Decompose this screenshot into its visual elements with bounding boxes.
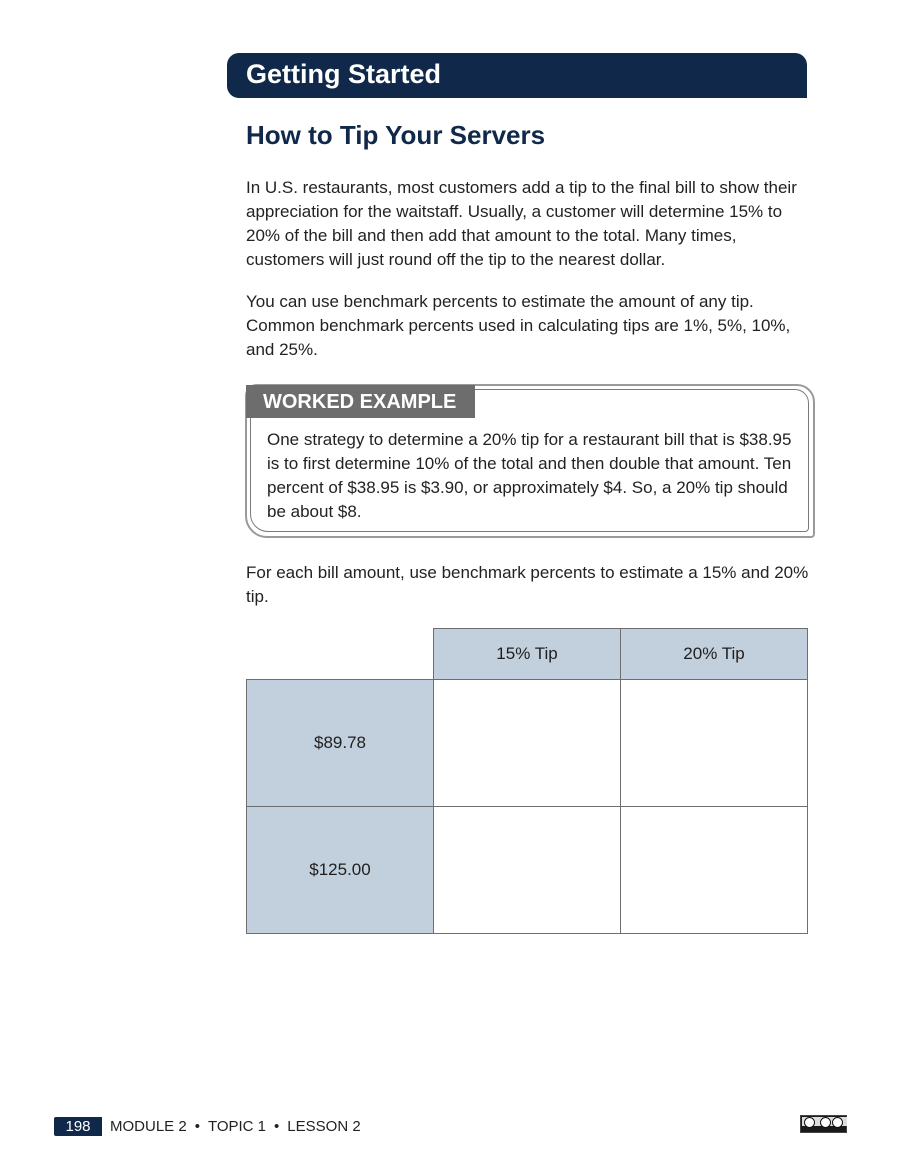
table-row <box>247 680 808 807</box>
column-header-20-tip: 20% Tip <box>621 629 808 680</box>
benchmark-paragraph: You can use benchmark percents to estimate the amount of any tip. Common benchmark percents used in calculating tips are 1%, 5%, 10%, and 25%. <box>246 292 791 359</box>
worked-example-text: One strategy to determine a 20% tip for a restaurant bill that is $38.95 is to first determine 10% of the total and then double that amount. Ten percent of $38.95 is $3.90, or approximately $4. So, a 20% tip should be about $8. <box>267 430 792 521</box>
footer-topic: TOPIC 1 <box>207 1118 267 1135</box>
footer-module: MODULE 2 <box>110 1118 187 1135</box>
tip-estimate-table <box>246 628 808 934</box>
table-corner-cell <box>247 629 434 680</box>
answer-cell-15-tip[interactable] <box>434 680 621 807</box>
table-instruction: For each bill amount, use benchmark percents to estimate a 15% and 20% tip. <box>246 563 809 606</box>
page-number-badge: 198 <box>54 1117 102 1136</box>
page-title: How to Tip Your Servers <box>246 120 546 150</box>
bill-amount-cell: $89.78 <box>247 680 434 807</box>
worked-example-label: WORKED EXAMPLE <box>246 385 475 418</box>
column-header-15-tip: 15% Tip <box>434 629 621 680</box>
footer-separator: • <box>194 1118 200 1135</box>
bill-amount-cell: $125.00 <box>247 807 434 934</box>
creative-commons-badge-icon <box>800 1115 847 1133</box>
footer-lesson: LESSON 2 <box>287 1118 361 1135</box>
section-header <box>227 53 807 98</box>
intro-paragraph: In U.S. restaurants, most customers add a tip to the final bill to show their appreciation for the waitstaff. Usually, a customer will determine 15% to 20% of the bill and then add that amount to the total. Many times, customers will just round off the tip to the nearest dollar. <box>246 178 797 269</box>
footer-separator: • <box>274 1118 280 1135</box>
section-header-label: Getting Started <box>246 59 442 89</box>
footer-breadcrumb <box>110 1117 361 1136</box>
answer-cell-20-tip[interactable] <box>621 680 808 807</box>
table-header-row <box>247 629 808 680</box>
table-row <box>247 807 808 934</box>
answer-cell-20-tip[interactable] <box>621 807 808 934</box>
answer-cell-15-tip[interactable] <box>434 807 621 934</box>
